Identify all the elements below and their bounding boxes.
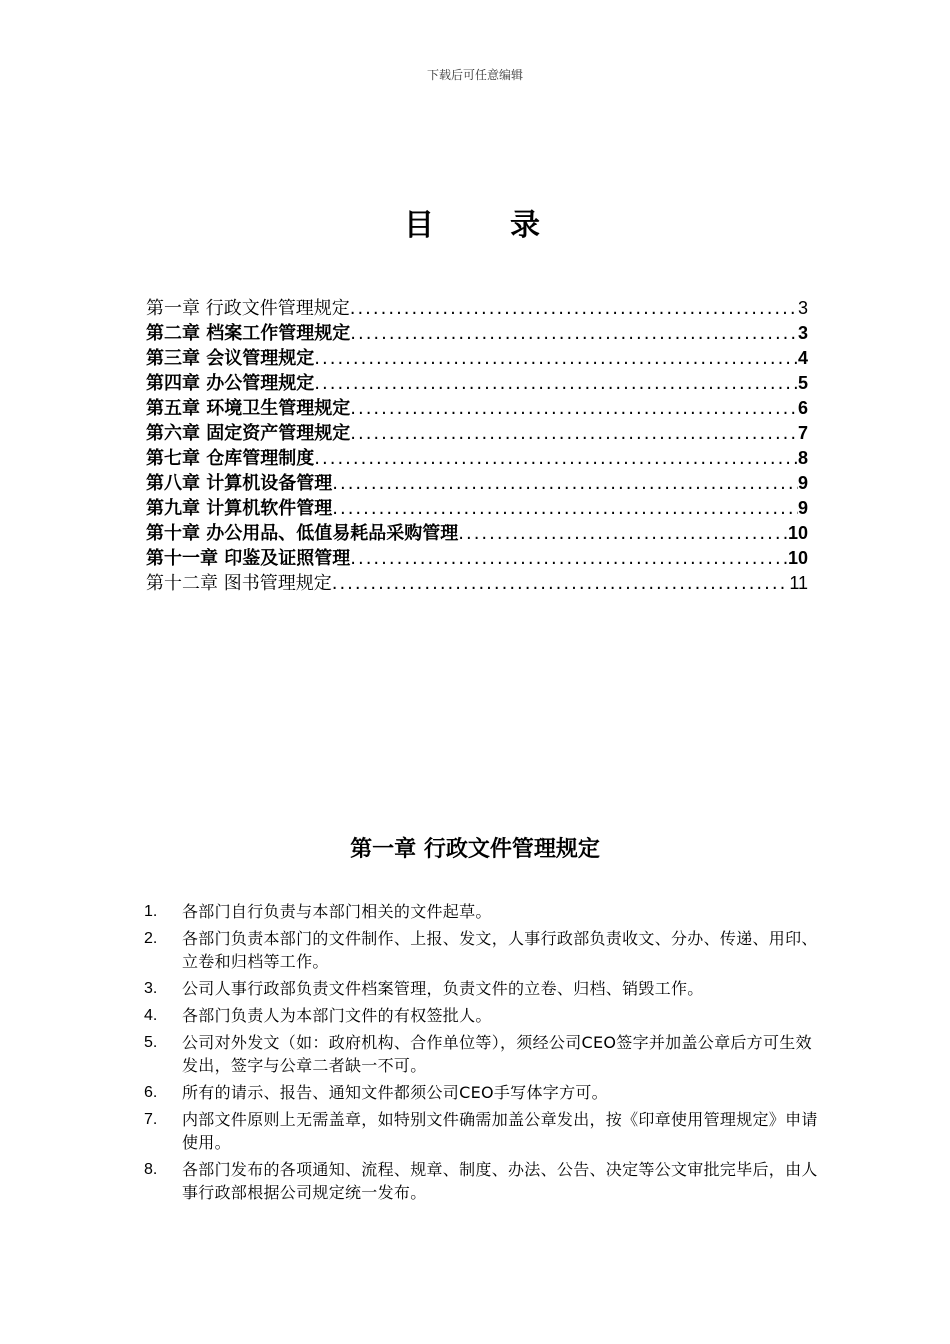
list-item-number: 3. [144, 980, 158, 997]
toc-entry-page: 4 [797, 348, 808, 368]
toc-entry-label: 第十章 办公用品、低值易耗品采购管理 [146, 523, 459, 544]
toc-entry[interactable] [146, 421, 808, 446]
list-item-text: 内部文件原则上无需盖章，如特别文件确需加盖公章发出，按《印章使用管理规定》申请使用。 [182, 1110, 818, 1152]
list-item-number: 5. [144, 1034, 158, 1051]
toc-entry-label: 第二章 档案工作管理规定 [146, 323, 351, 344]
toc-entry-page: 9 [797, 473, 808, 493]
list-item-text: 公司人事行政部负责文件档案管理，负责文件的立卷、归档、销毁工作。 [182, 979, 704, 998]
list-item-number: 2. [144, 930, 158, 947]
list-item-text: 各部门负责本部门的文件制作、上报、发文，人事行政部负责收文、分办、传递、用印、立卷和归档等工作。 [182, 929, 818, 971]
toc-entry-page: 5 [797, 373, 808, 393]
toc-leader-dots [332, 496, 798, 521]
toc-entry-label: 第四章 办公管理规定 [146, 373, 315, 394]
toc-entry[interactable] [146, 296, 808, 321]
list-item-text: 公司对外发文（如：政府机构、合作单位等），须经公司CEO签字并加盖公章后方可生效发出，签字与公章二者缺一不可。 [182, 1033, 812, 1075]
toc-entry-page: 6 [797, 398, 808, 418]
toc-entry-label: 第三章 会议管理规定 [146, 348, 315, 369]
toc-leader-dots [350, 321, 798, 346]
toc-leader-dots [458, 521, 788, 546]
chapter-item-list [144, 900, 824, 1208]
toc-leader-dots [332, 571, 790, 596]
toc-entry-label: 第七章 仓库管理制度 [146, 448, 315, 469]
list-item-number: 1. [144, 903, 158, 920]
toc-entry[interactable] [146, 346, 808, 371]
list-item [144, 1081, 824, 1104]
toc-entry[interactable] [146, 396, 808, 421]
toc-entry-page: 10 [787, 523, 808, 543]
toc-leader-dots [314, 346, 798, 371]
toc-entry[interactable] [146, 446, 808, 471]
list-item-number: 7. [144, 1111, 158, 1128]
toc-entry[interactable] [146, 471, 808, 496]
toc-entry-page: 9 [797, 498, 808, 518]
toc-entry-page: 8 [797, 448, 808, 468]
list-item-text: 各部门发布的各项通知、流程、规章、制度、办法、公告、决定等公文审批完毕后，由人事行政部根据公司规定统一发布。 [182, 1160, 818, 1202]
list-item [144, 1108, 824, 1154]
toc-leader-dots [350, 396, 798, 421]
toc-entry-page: 3 [797, 323, 808, 343]
table-of-contents [146, 296, 808, 596]
toc-leader-dots [332, 471, 798, 496]
toc-entry-label: 第六章 固定资产管理规定 [146, 423, 351, 444]
toc-entry-page: 3 [797, 298, 808, 318]
toc-entry-page: 7 [797, 423, 808, 443]
toc-entry[interactable] [146, 521, 808, 546]
toc-leader-dots [350, 296, 798, 321]
toc-entry[interactable] [146, 496, 808, 521]
toc-entry[interactable] [146, 371, 808, 396]
list-item [144, 1004, 824, 1027]
toc-entry-label: 第十一章 印鉴及证照管理 [146, 548, 351, 569]
list-item-text: 所有的请示、报告、通知文件都须公司CEO手写体字方可。 [182, 1083, 608, 1102]
toc-entry[interactable] [146, 571, 808, 596]
toc-entry-page: 10 [787, 548, 808, 568]
list-item [144, 1158, 824, 1204]
toc-title-right: 录 [510, 208, 546, 243]
chapter-title: 第一章 行政文件管理规定 [350, 837, 600, 862]
toc-entry-label: 第一章 行政文件管理规定 [146, 298, 350, 319]
list-item [144, 977, 824, 1000]
list-item-number: 6. [144, 1084, 158, 1101]
list-item-number: 8. [144, 1161, 158, 1178]
toc-leader-dots [350, 546, 788, 571]
toc-entry-page: 11 [789, 573, 808, 593]
toc-leader-dots [314, 446, 798, 471]
header-note: 下载后可任意编辑 [426, 68, 523, 82]
toc-entry[interactable] [146, 321, 808, 346]
toc-entry-label: 第五章 环境卫生管理规定 [146, 398, 351, 419]
list-item [144, 900, 824, 923]
toc-entry[interactable] [146, 546, 808, 571]
list-item [144, 1031, 824, 1077]
toc-entry-label: 第九章 计算机软件管理 [146, 498, 333, 519]
toc-title [0, 200, 950, 244]
list-item-text: 各部门负责人为本部门文件的有权签批人。 [182, 1006, 492, 1025]
toc-title-left: 目 [404, 208, 440, 243]
toc-entry-label: 第八章 计算机设备管理 [146, 473, 333, 494]
list-item [144, 927, 824, 973]
toc-leader-dots [314, 371, 798, 396]
toc-entry-label: 第十二章 图书管理规定 [146, 573, 332, 594]
toc-leader-dots [350, 421, 798, 446]
list-item-number: 4. [144, 1007, 158, 1024]
list-item-text: 各部门自行负责与本部门相关的文件起草。 [182, 902, 492, 921]
